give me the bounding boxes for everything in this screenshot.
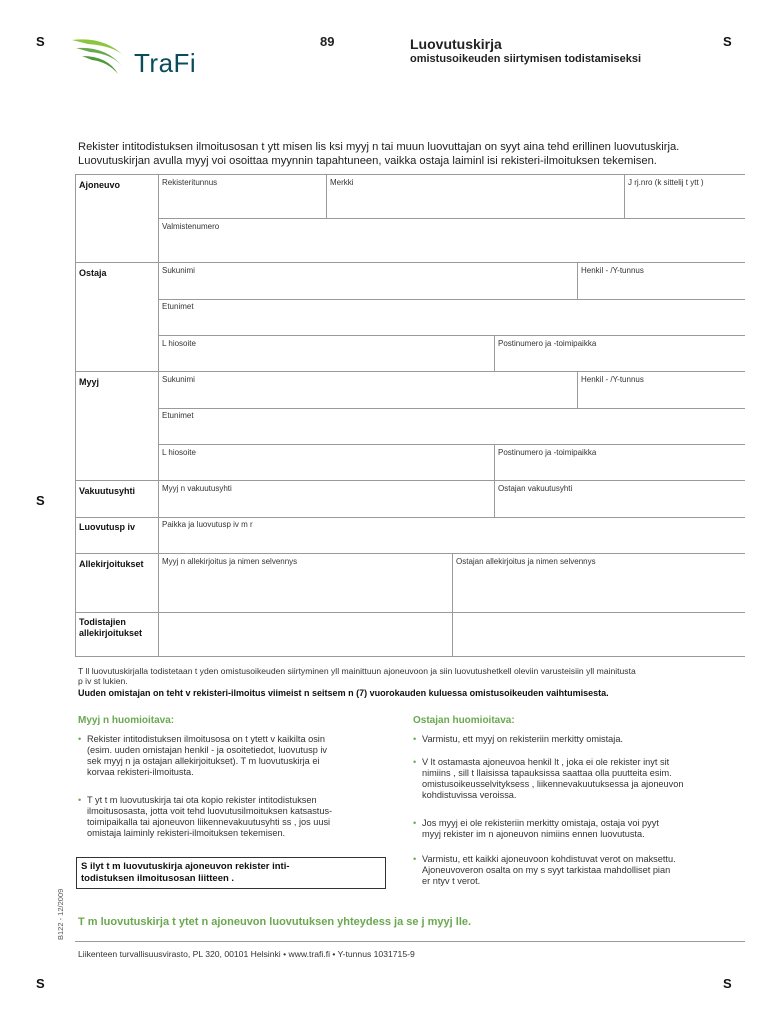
todistaja-1-signature-field[interactable] bbox=[159, 613, 451, 655]
rule bbox=[326, 174, 327, 218]
ostaja-henkilotunnus-field[interactable]: Henkil - /Y-tunnus bbox=[581, 266, 644, 275]
section-title-allekirjoitukset: Allekirjoitukset bbox=[79, 559, 144, 569]
page-number: 89 bbox=[320, 34, 335, 49]
rule bbox=[75, 553, 745, 554]
ostaja-note-2 bbox=[413, 757, 762, 801]
rule bbox=[577, 371, 578, 408]
rule bbox=[158, 218, 745, 219]
rule bbox=[75, 262, 745, 263]
myyjan-allekirjoitus-field[interactable]: Myyj n allekirjoitus ja nimen selvennys bbox=[162, 557, 298, 566]
line: V lt ostamasta ajoneuvoa henkil lt , joka ei ole rekister inyt sit bbox=[422, 757, 670, 767]
rule bbox=[75, 480, 745, 481]
ostajan-vakuutusyhtio-field[interactable]: Ostajan vakuutusyhti bbox=[498, 484, 573, 493]
myyja-sukunimi-field[interactable]: Sukunimi bbox=[162, 375, 195, 384]
rule bbox=[75, 517, 745, 518]
document-subtitle: omistusoikeuden siirtymisen todistamiseksi bbox=[410, 53, 642, 65]
ostaja-note-4 bbox=[413, 854, 762, 887]
corner-mark-bottom-right: S bbox=[723, 976, 732, 991]
rule bbox=[158, 444, 745, 445]
section-title-myyja: Myyj bbox=[79, 377, 100, 387]
line: myyj rekister im n ajoneuvon nimiins ennen luovutusta. bbox=[422, 829, 645, 839]
line: korvaa rekisteri-ilmoitusta. bbox=[87, 767, 194, 777]
bullet-icon: • bbox=[78, 795, 82, 805]
rule bbox=[494, 444, 495, 480]
myyja-note-2 bbox=[78, 795, 407, 839]
bullet-icon: • bbox=[413, 757, 417, 767]
myyja-henkilotunnus-field[interactable]: Henkil - /Y-tunnus bbox=[581, 375, 644, 384]
line: omistaja laiminly rekisteri-ilmoituksen tekemisen. bbox=[87, 828, 286, 838]
footer-rule bbox=[75, 941, 745, 942]
todistaja-2-signature-field[interactable] bbox=[453, 613, 744, 655]
bullet-icon: • bbox=[413, 818, 417, 828]
footer-address: Liikenteen turvallisuusvirasto, PL 320, 00101 Helsinki • www.trafi.fi • Y-tunnus 1031715-9 bbox=[78, 949, 415, 959]
myyja-keep-notice bbox=[76, 857, 386, 889]
statement-bold: Uuden omistajan on teht v rekisteri-ilmoitus viimeist n seitsem n (7) vuorokauden kuluessa omistusoikeuden vaihtumisesta. bbox=[78, 688, 609, 698]
document-title: Luovutuskirja bbox=[410, 36, 502, 52]
line: T yt t m luovutuskirja tai ota kopio rekister intitodistuksen bbox=[87, 795, 317, 805]
intro-line-2: Luovutuskirjan avulla myyj voi osoittaa myynnin tapahtuneen, vaikka ostaja laiminl isi rekisteri-ilmoituksen tekemisen. bbox=[78, 155, 657, 167]
line: Ajoneuvoveron osalta on my s syyt tarkistaa mahdolliset pian bbox=[422, 865, 671, 875]
line: Varmistu, ett kaikki ajoneuvoon kohdistuvat verot on maksettu. bbox=[422, 854, 676, 864]
line: toimipaikalla tai ajoneuvon liikennevakuutusyhti ss , jos uusi bbox=[87, 817, 331, 827]
rekisteritunnus-field[interactable]: Rekisteritunnus bbox=[162, 178, 218, 187]
statement-line-2: p iv st lukien. bbox=[78, 676, 128, 686]
rule bbox=[75, 371, 745, 372]
rule bbox=[494, 335, 495, 371]
myyja-lahiosoite-field[interactable]: L hiosoite bbox=[162, 448, 196, 457]
myyja-notes-heading: Myyj n huomioitava: bbox=[78, 715, 175, 726]
todistajien-line-1: Todistajien bbox=[79, 617, 126, 627]
todistajien-line-2: allekirjoitukset bbox=[79, 628, 143, 638]
corner-mark-top-left: S bbox=[36, 34, 45, 49]
section-title-todistajien bbox=[79, 617, 142, 639]
ostaja-etunimet-field[interactable]: Etunimet bbox=[162, 302, 194, 311]
line: Varmistu, ett myyj on rekisteriin merkitty omistaja. bbox=[422, 734, 623, 744]
line: sek myyj n ja ostajan allekirjoitukset). T m luovutuskirja ei bbox=[87, 756, 320, 766]
form-label-column-rule bbox=[158, 174, 159, 656]
section-title-ostaja: Ostaja bbox=[79, 268, 107, 278]
statement-line-1: T ll luovutuskirjalla todistetaan t yden omistusoikeuden siirtyminen yll mainittuun ajoneuvoon ja siin luovutushetkell oleviin varusteisiin yll mainitusta bbox=[78, 666, 636, 676]
line: er ntyv t verot. bbox=[422, 876, 481, 886]
corner-mark-bottom-left: S bbox=[36, 976, 45, 991]
myyjan-vakuutusyhtio-field[interactable]: Myyj n vakuutusyhti bbox=[162, 484, 232, 493]
logo-wordmark: TraFi bbox=[134, 48, 197, 78]
rule bbox=[158, 299, 745, 300]
corner-mark-top-right: S bbox=[723, 34, 732, 49]
ostaja-note-1 bbox=[413, 734, 762, 745]
trafi-logo-icon bbox=[70, 36, 130, 80]
line: (esim. uuden omistajan henkil - ja osoitetiedot, luovutusp iv bbox=[87, 745, 328, 755]
bullet-icon: • bbox=[78, 734, 82, 744]
luovutuspaiva-field[interactable]: Paikka ja luovutusp iv m r bbox=[162, 520, 253, 529]
line: omistusoikeusselvityksess , liikennevakuutuksessa ja ajoneuvon bbox=[422, 779, 684, 789]
line: Rekister intitodistuksen ilmoitusosa on t ytett v kaikilta osin bbox=[87, 734, 325, 744]
ostaja-lahiosoite-field[interactable]: L hiosoite bbox=[162, 339, 196, 348]
section-title-luovutuspaiva: Luovutusp iv bbox=[79, 522, 135, 532]
line: ilmoitusosasta, jotta voit tehd luovutusilmoituksen katsastus- bbox=[87, 806, 333, 816]
corner-mark-mid-left: S bbox=[36, 493, 45, 508]
rule bbox=[75, 656, 745, 657]
line: Jos myyj ei ole rekisteriin merkitty omistaja, ostaja voi pyyt bbox=[422, 818, 659, 828]
bullet-icon: • bbox=[413, 734, 417, 744]
ostajan-allekirjoitus-field[interactable]: Ostajan allekirjoitus ja nimen selvennys bbox=[456, 557, 596, 566]
section-title-vakuutusyhtio: Vakuutusyhti bbox=[79, 486, 136, 496]
rule bbox=[624, 174, 625, 218]
section-title-ajoneuvo: Ajoneuvo bbox=[79, 180, 121, 190]
bullet-icon: • bbox=[413, 854, 417, 864]
ostaja-sukunimi-field[interactable]: Sukunimi bbox=[162, 266, 195, 275]
form-top-rule bbox=[75, 174, 745, 175]
line: S ilyt t m luovutuskirja ajoneuvon rekister inti- bbox=[81, 861, 290, 872]
jarjestysnumero-field[interactable]: J rj.nro (k sittelij t ytt ) bbox=[628, 178, 704, 187]
merkki-field[interactable]: Merkki bbox=[330, 178, 354, 187]
intro-line-1: Rekister intitodistuksen ilmoitusosan t ytt misen lis ksi myyj n tai muun luovuttajan on syyt aina tehd erillinen luovutuskirja. bbox=[78, 141, 680, 153]
line: nimiins , sill t llaisissa tapauksissa saattaa olla puutteita esim. bbox=[422, 768, 672, 778]
valmistenumero-field[interactable]: Valmistenumero bbox=[162, 222, 220, 231]
rule bbox=[158, 408, 745, 409]
rule bbox=[158, 335, 745, 336]
line: kohdistuvissa veroissa. bbox=[422, 790, 517, 800]
rule bbox=[577, 262, 578, 299]
myyja-etunimet-field[interactable]: Etunimet bbox=[162, 411, 194, 420]
ostaja-note-3 bbox=[413, 818, 762, 840]
form-code: B122 - 12/2009 bbox=[56, 888, 65, 940]
line: todistuksen ilmoitusosan liitteen . bbox=[81, 873, 235, 884]
rule bbox=[494, 480, 495, 517]
myyja-note-1 bbox=[78, 734, 407, 778]
ostaja-notes-heading: Ostajan huomioitava: bbox=[413, 715, 515, 726]
myyja-postinumero-field[interactable]: Postinumero ja -toimipaikka bbox=[498, 448, 597, 457]
ostaja-postinumero-field[interactable]: Postinumero ja -toimipaikka bbox=[498, 339, 597, 348]
bottom-instruction: T m luovutuskirja t ytet n ajoneuvon luovutuksen yhteydess ja se j myyj lle. bbox=[78, 916, 472, 928]
form-left-rule bbox=[75, 174, 76, 656]
